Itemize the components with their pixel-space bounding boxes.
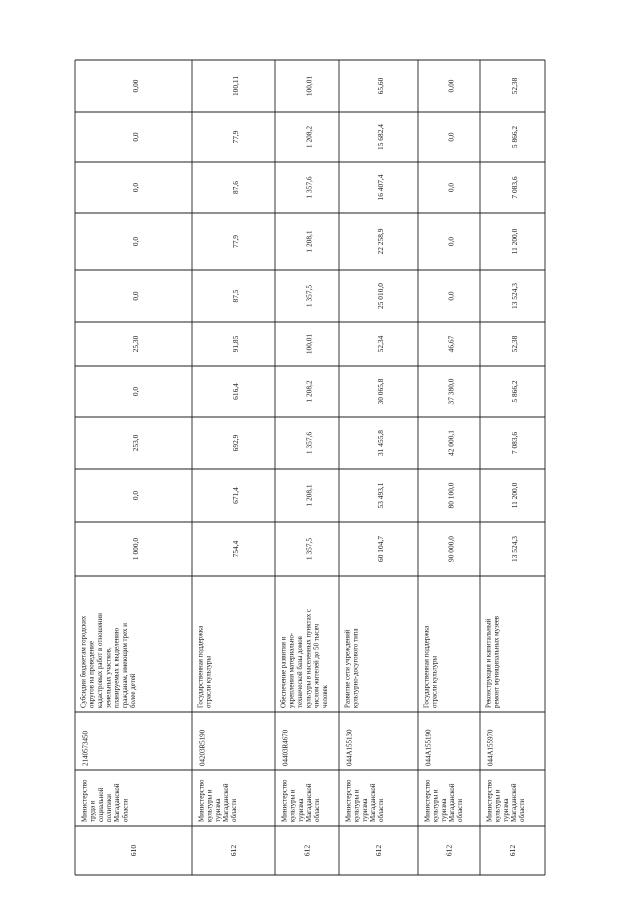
row-value — [447, 482, 456, 508]
row-value-line: 52,38 — [510, 77, 520, 95]
row-value — [376, 228, 385, 254]
row-kbk-line: 044A155130 — [345, 729, 354, 766]
row-value-line: 671,4 — [231, 487, 241, 504]
row-ministry — [81, 779, 129, 822]
row-value — [305, 126, 314, 148]
row-description-line: Реконструкция и капитальный — [485, 618, 493, 708]
row-ministry-line: культуры и — [432, 789, 440, 822]
row-kbk — [81, 731, 89, 767]
row-value — [510, 536, 519, 562]
row-ministry-line: политики — [106, 794, 114, 822]
row-description-line: укрепления материально- — [288, 632, 296, 708]
row-value — [510, 126, 519, 148]
row-value-line: 1 357,5 — [304, 284, 314, 308]
row-kbk-line: 044A155970 — [486, 729, 495, 766]
row-value-line: 13 524,3 — [510, 283, 520, 309]
row-value — [131, 335, 140, 352]
row-description — [197, 626, 212, 708]
row-description-line: Государственная поддержка — [423, 625, 431, 708]
row-value — [376, 536, 385, 562]
row-kbk-line: 2140573450 — [81, 731, 90, 766]
row-code — [445, 845, 454, 857]
row-kbk-line: 04403R4670 — [281, 729, 290, 766]
row-value — [447, 536, 456, 562]
row-value-line: 0,00 — [446, 79, 456, 93]
row-value-line: 22 258,9 — [376, 228, 386, 255]
row-description-line: Государственная поддержка — [197, 625, 205, 708]
row-value — [447, 183, 456, 193]
row-value — [510, 176, 519, 198]
row-value-line: 77,9 — [231, 130, 241, 144]
row-value-line: 25 010,0 — [376, 283, 386, 309]
row-ministry-line: культуры и — [206, 789, 214, 822]
row-ministry-line: области — [378, 798, 386, 822]
row-ministry-line: туризма — [440, 798, 448, 822]
row-value — [510, 77, 519, 94]
row-kbk — [486, 729, 494, 766]
row-value — [510, 228, 519, 254]
row-description-line: технической базы домов — [297, 636, 305, 708]
row-value-line: 0,0 — [446, 182, 456, 193]
row-value — [231, 487, 240, 504]
row-ministry-line: области — [457, 798, 465, 822]
row-code-line: 612 — [302, 844, 312, 857]
row-description — [280, 609, 329, 708]
row-code — [508, 845, 517, 857]
row-value — [447, 79, 456, 92]
row-value — [376, 335, 385, 352]
row-ministry — [424, 779, 464, 822]
row-value-line: 0,0 — [446, 236, 456, 247]
row-value — [231, 434, 240, 451]
row-ministry-line: Магаданской — [370, 783, 378, 822]
row-value-line: 46,67 — [446, 335, 456, 353]
row-code-line: 612 — [444, 844, 454, 857]
row-description-line: отрасли культуры — [431, 655, 439, 708]
row-value — [131, 237, 140, 247]
row-description-line: отрасли культуры — [205, 655, 213, 708]
row-value — [510, 283, 519, 309]
row-value — [131, 291, 140, 301]
row-ministry-line: Магаданской — [114, 783, 122, 822]
row-description-line: Обеспечение развития и — [280, 636, 288, 708]
row-description-line: кадастровых работ в отношении — [97, 613, 105, 708]
row-ministry — [345, 779, 385, 822]
row-ministry-line: области — [122, 798, 130, 822]
row-value — [447, 132, 456, 142]
row-ministry-line: Министерство — [486, 779, 494, 822]
row-value — [376, 174, 385, 200]
row-value — [131, 387, 140, 397]
row-description-line: планируемых к выделению — [113, 627, 121, 708]
row-ministry — [486, 779, 526, 822]
row-value-line: 100,01 — [304, 75, 314, 97]
row-value-line: 52,38 — [510, 335, 520, 353]
row-value-line: 80 100,0 — [446, 482, 456, 509]
row-description-line: культурно-досугового типа — [352, 628, 360, 708]
row-code — [229, 845, 238, 857]
row-value-line: 60 104,7 — [376, 536, 386, 562]
row-kbk — [281, 729, 289, 766]
row-kbk-line: 044A155190 — [424, 729, 433, 766]
row-value — [376, 124, 385, 150]
row-value — [305, 230, 314, 252]
row-description — [485, 615, 500, 708]
row-code — [374, 845, 383, 857]
row-value — [447, 378, 456, 404]
row-value — [231, 540, 240, 557]
row-ministry — [198, 779, 238, 822]
row-value — [131, 183, 140, 193]
row-ministry-line: культуры и — [353, 789, 361, 822]
row-value-line: 754,4 — [231, 540, 241, 558]
row-ministry-line: культуры и — [494, 789, 502, 822]
row-value-line: 25,30 — [131, 335, 141, 353]
row-value-line: 0,0 — [131, 132, 141, 142]
row-description-line: Развитие сети учреждений — [344, 629, 352, 708]
row-ministry-line: туризма — [502, 798, 510, 822]
row-value — [131, 79, 140, 92]
row-description-line: земельных участков, — [105, 647, 113, 708]
row-ministry-line: туризма — [297, 798, 305, 822]
row-value-line: 1 357,5 — [304, 537, 314, 561]
row-value — [447, 237, 456, 247]
row-ministry-line: Магаданской — [449, 783, 457, 822]
row-code-line: 612 — [508, 844, 518, 857]
row-description — [80, 613, 137, 708]
row-value — [131, 491, 140, 501]
row-value — [447, 430, 456, 456]
row-ministry-line: Министерство — [281, 779, 289, 822]
row-kbk — [198, 729, 206, 766]
row-value-line: 0,0 — [131, 490, 141, 501]
row-ministry-line: Министерство — [198, 779, 206, 822]
row-value-line: 42 000,1 — [446, 430, 456, 456]
row-ministry-line: области — [231, 798, 239, 822]
row-description-line: числом жителей до 50 тысяч — [313, 623, 321, 708]
row-value-line: 5 866,2 — [510, 380, 520, 403]
row-value — [231, 130, 240, 143]
row-description-line: культуры в населенных пунктах с — [305, 609, 313, 708]
row-ministry-line: социальной — [97, 787, 105, 822]
row-code — [303, 845, 312, 857]
row-value — [510, 380, 519, 402]
row-value-line: 77,9 — [231, 235, 241, 248]
row-value-line: 37 380,0 — [446, 378, 456, 405]
row-value — [376, 482, 385, 508]
row-value — [231, 383, 240, 400]
row-value-line: 1 357,6 — [304, 176, 314, 199]
row-value-line: 616,4 — [231, 383, 241, 400]
row-ministry-line: Магаданской — [511, 783, 519, 822]
row-ministry-line: туризма — [361, 798, 369, 822]
row-ministry-line: Министерство — [81, 779, 89, 822]
row-value-line: 253,0 — [131, 434, 141, 452]
row-description-line: ремонт муниципальных музеев — [493, 615, 501, 708]
row-value — [305, 76, 314, 97]
row-value-line: 0,0 — [446, 132, 456, 142]
row-value — [131, 132, 140, 142]
row-ministry-line: Магаданской — [306, 783, 314, 822]
row-value — [510, 432, 519, 454]
row-description-line: человек — [321, 684, 329, 708]
row-value-line: 90 000,0 — [446, 536, 456, 562]
row-value-line: 1 208,1 — [304, 230, 314, 253]
row-ministry-line: области — [519, 798, 527, 822]
row-value-line: 91,85 — [231, 335, 241, 353]
row-value — [447, 335, 456, 352]
row-description-line: округов на проведение — [88, 641, 96, 708]
row-value-line: 65,60 — [376, 77, 386, 95]
row-value-line: 11 200,0 — [510, 228, 520, 255]
row-code-line: 612 — [374, 844, 384, 857]
table-cells — [80, 76, 526, 857]
row-value-line: 31 455,8 — [376, 430, 386, 456]
row-value — [376, 283, 385, 309]
row-value — [305, 285, 314, 307]
row-value-line: 0,0 — [131, 386, 141, 397]
row-code-line: 610 — [129, 844, 139, 857]
row-description — [344, 628, 359, 708]
row-ministry-line: культуры и — [289, 789, 297, 822]
row-value — [376, 430, 385, 456]
row-kbk — [345, 729, 353, 766]
row-ministry — [281, 779, 321, 822]
row-value-line: 0,0 — [446, 291, 456, 301]
row-value-line: 1 357,6 — [304, 431, 314, 455]
row-value — [510, 335, 519, 352]
row-value-line: 53 493,1 — [376, 482, 386, 509]
row-value — [376, 378, 385, 404]
row-ministry-line: туризма — [214, 798, 222, 822]
row-value-line: 1 000,0 — [131, 537, 141, 561]
row-code — [129, 845, 138, 857]
row-value-line: 87,6 — [231, 181, 241, 194]
row-value — [305, 538, 314, 560]
row-ministry-line: области — [314, 798, 322, 822]
row-value — [510, 482, 519, 508]
row-value-line: 0,0 — [131, 291, 141, 301]
row-value — [305, 432, 314, 454]
row-value — [305, 484, 314, 506]
row-ministry-line: Министерство — [345, 779, 353, 822]
row-value-line: 52,34 — [376, 335, 386, 353]
row-value-line: 1 208,1 — [304, 484, 314, 507]
row-value — [305, 334, 314, 355]
row-description-line: гражданам, имеющим трех и — [121, 623, 129, 708]
row-value-line: 692,9 — [231, 434, 241, 452]
row-value-line: 0,00 — [131, 79, 141, 93]
row-description-line: Субсидии бюджетам городских — [80, 615, 88, 708]
row-value — [305, 380, 314, 402]
row-value — [231, 181, 240, 194]
row-value — [131, 538, 140, 560]
row-value-line: 11 200,0 — [510, 482, 520, 509]
row-value — [131, 434, 140, 451]
row-value — [231, 235, 240, 248]
row-value — [376, 77, 385, 94]
row-value-line: 1 208,2 — [304, 380, 314, 403]
row-value — [231, 289, 240, 302]
row-value-line: 0,0 — [131, 182, 141, 193]
row-description-line: более детей — [130, 673, 138, 708]
row-ministry-line: труда и — [89, 800, 97, 822]
row-value — [231, 76, 240, 96]
row-value — [231, 335, 240, 352]
row-value-line: 7 083,6 — [510, 176, 520, 199]
row-value-line: 1 208,2 — [304, 125, 314, 149]
row-value-line: 5 866,2 — [510, 125, 520, 149]
row-value-line: 0,0 — [131, 236, 141, 247]
row-value-line: 30 065,8 — [376, 378, 386, 405]
row-kbk-line: 04203R5190 — [198, 729, 207, 766]
row-ministry-line: Министерство — [424, 779, 432, 822]
row-kbk — [424, 729, 432, 766]
row-value — [305, 176, 314, 198]
row-value — [447, 291, 456, 301]
row-value-line: 7 083,6 — [510, 431, 520, 455]
row-value-line: 100,01 — [304, 333, 314, 355]
row-value-line: 13 524,3 — [510, 536, 520, 562]
row-value-line: 15 682,4 — [376, 124, 386, 150]
row-value-line: 16 407,4 — [376, 174, 386, 201]
row-value-line: 100,11 — [231, 75, 241, 97]
row-ministry-line: Магаданской — [223, 783, 231, 822]
row-description — [423, 626, 438, 708]
row-code-line: 612 — [229, 844, 239, 857]
row-value-line: 87,5 — [231, 289, 241, 303]
